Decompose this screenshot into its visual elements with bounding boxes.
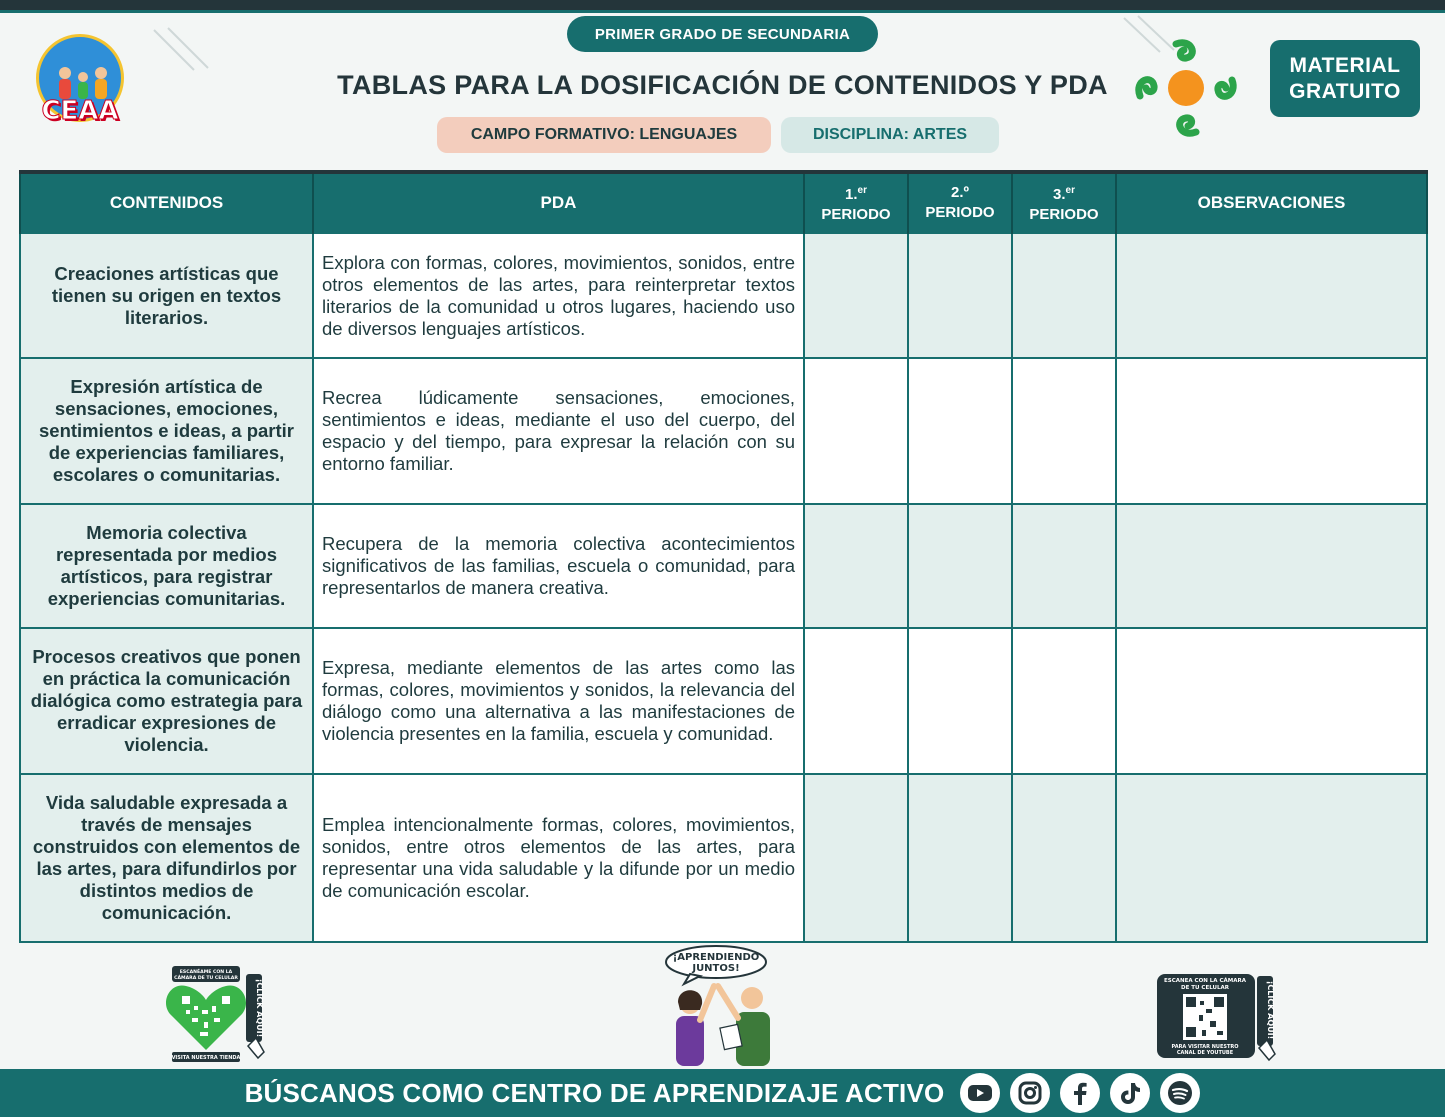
periodo-3-number: 3. (1053, 186, 1066, 203)
mascots-illustration (660, 944, 790, 1068)
observaciones-cell[interactable] (1116, 233, 1427, 358)
observaciones-cell[interactable] (1116, 628, 1427, 774)
qr-left-click-label: ¡CLICK AQUÍ! (255, 978, 264, 1038)
header-periodo-1 (804, 172, 908, 233)
speech-line2: JUNTOS! (692, 963, 740, 974)
table-row (20, 504, 1427, 628)
header-periodo-3 (1012, 172, 1116, 233)
periodo-1-cell[interactable] (804, 504, 908, 628)
tiktok-icon[interactable] (1110, 1073, 1150, 1113)
periodo-1-number: 1. (845, 186, 858, 203)
pda-cell: Expresa, mediante elementos de las artes como las formas, colores, movimientos y sonidos, la relevancia del diálogo como una alternativa a las manifestaciones de violencia presentes en la familia, escuela y comunidad. (313, 628, 804, 774)
periodo-3-label: PERIODO (1029, 206, 1099, 223)
top-border-accent (0, 10, 1445, 13)
table-row (20, 628, 1427, 774)
logo-letters: CEAA (41, 96, 119, 126)
periodo-3-cell[interactable] (1012, 628, 1116, 774)
qr-left-caption-line2: CÁMARA DE TU CELULAR (174, 976, 238, 981)
periodo-2-cell[interactable] (908, 774, 1012, 942)
footer-text: BÚSCANOS COMO CENTRO DE APRENDIZAJE ACTIVO (244, 1077, 945, 1108)
periodo-2-label: PERIODO (925, 204, 995, 221)
periodo-2-cell[interactable] (908, 504, 1012, 628)
table-header-row (20, 172, 1427, 233)
material-gratuito-badge (1270, 40, 1420, 117)
pda-cell: Emplea intencionalmente formas, colores, movimientos, sonidos, entre otros elementos de las artes, para representar una vida saludable y la difunde por un medio de comunicación escolar. (313, 774, 804, 942)
footer-bar (0, 1069, 1445, 1117)
instagram-icon[interactable] (1010, 1073, 1050, 1113)
periodo-1-suffix: er (857, 185, 867, 196)
periodo-1-cell[interactable] (804, 233, 908, 358)
table-row (20, 233, 1427, 358)
contenido-cell: Memoria colectiva representada por medios artísticos, para registrar experiencias comunitarias. (20, 504, 313, 628)
qr-left-footer: VISITA NUESTRA TIENDA (171, 1055, 241, 1061)
periodo-2-cell[interactable] (908, 358, 1012, 504)
heart-qr-icon (164, 966, 266, 1062)
decorative-lines-left (150, 26, 220, 76)
table-row (20, 358, 1427, 504)
periodo-3-cell[interactable] (1012, 358, 1116, 504)
top-border (0, 0, 1445, 10)
header-observaciones: OBSERVACIONES (1116, 172, 1427, 233)
header-contenidos: CONTENIDOS (20, 172, 313, 233)
pda-cell: Recupera de la memoria colectiva acontecimientos significativos de las familias, escuela o comunidad, para representarlos de manera creativa. (313, 504, 804, 628)
periodo-3-cell[interactable] (1012, 774, 1116, 942)
contenido-cell: Expresión artística de sensaciones, emociones, sentimientos e ideas, a partir de experiencias familiares, escolares o comunitarias. (20, 358, 313, 504)
contenido-cell: Creaciones artísticas que tienen su origen en textos literarios. (20, 233, 313, 358)
grade-pill: PRIMER GRADO DE SECUNDARIA (567, 16, 878, 52)
campo-formativo-pill: CAMPO FORMATIVO: LENGUAJES (437, 117, 771, 153)
periodo-2-cell[interactable] (908, 628, 1012, 774)
dosificacion-table (19, 170, 1426, 943)
pda-cell: Explora con formas, colores, movimientos, sonidos, entre otros elementos de las artes, para reinterpretar textos literarios de la comunidad u otros lugares, haciendo uso de diversos lenguajes artísticos. (313, 233, 804, 358)
qr-right-footer-line1: PARA VISITAR NUESTRO (1171, 1044, 1239, 1050)
youtube-qr-code[interactable] (1155, 974, 1277, 1062)
spotify-icon[interactable] (1160, 1073, 1200, 1113)
qr-right-footer-line2: CANAL DE YOUTUBE (1176, 1050, 1234, 1056)
nem-logo-icon (1132, 36, 1240, 140)
header-pda: PDA (313, 172, 804, 233)
qr-right-caption-line1: ESCANEA CON LA CÁMARA (1164, 978, 1246, 984)
contenido-cell: Procesos creativos que ponen en práctica la comunicación dialógica como estrategia para erradicar expresiones de violencia. (20, 628, 313, 774)
observaciones-cell[interactable] (1116, 774, 1427, 942)
disciplina-pill: DISCIPLINA: ARTES (781, 117, 999, 153)
periodo-3-cell[interactable] (1012, 504, 1116, 628)
logo-wordmark (28, 96, 132, 128)
store-qr-code[interactable] (164, 966, 266, 1062)
periodo-3-cell[interactable] (1012, 233, 1116, 358)
qr-left-caption-line1: ESCANÉAME CON LA (179, 970, 233, 975)
table-row (20, 774, 1427, 942)
observaciones-cell[interactable] (1116, 358, 1427, 504)
periodo-1-cell[interactable] (804, 628, 908, 774)
periodo-1-label: PERIODO (821, 206, 891, 223)
speech-line1: ¡APRENDIENDO (672, 952, 760, 963)
qr-right-caption-line2: DE TU CELULAR (1181, 985, 1229, 991)
periodo-3-suffix: er (1065, 185, 1075, 196)
youtube-icon[interactable] (960, 1073, 1000, 1113)
pda-cell: Recrea lúdicamente sensaciones, emociones, sentimientos e ideas, mediante el uso del cuerpo, del espacio y del tiempo, para expresar la relación con su entorno familiar. (313, 358, 804, 504)
contenido-cell: Vida saludable expresada a través de mensajes construidos con elementos de las artes, para difundirlos por distintos medios de comunicación. (20, 774, 313, 942)
periodo-2-cell[interactable] (908, 233, 1012, 358)
aprendiendo-juntos-icon (660, 944, 790, 1068)
material-line1: MATERIAL (1289, 53, 1401, 77)
periodo-1-cell[interactable] (804, 358, 908, 504)
periodo-1-cell[interactable] (804, 774, 908, 942)
header-periodo-2 (908, 172, 1012, 233)
qr-right-click-label: ¡CLICK AQUÍ! (1266, 980, 1275, 1040)
page-title: TABLAS PARA LA DOSIFICACIÓN DE CONTENIDOS Y PDA (337, 70, 1108, 100)
observaciones-cell[interactable] (1116, 504, 1427, 628)
material-line2: GRATUITO (1289, 79, 1401, 103)
ceaa-logo (26, 34, 134, 130)
periodo-2-number: 2.º (951, 184, 969, 201)
facebook-icon[interactable] (1060, 1073, 1100, 1113)
youtube-qr-icon (1155, 974, 1277, 1062)
